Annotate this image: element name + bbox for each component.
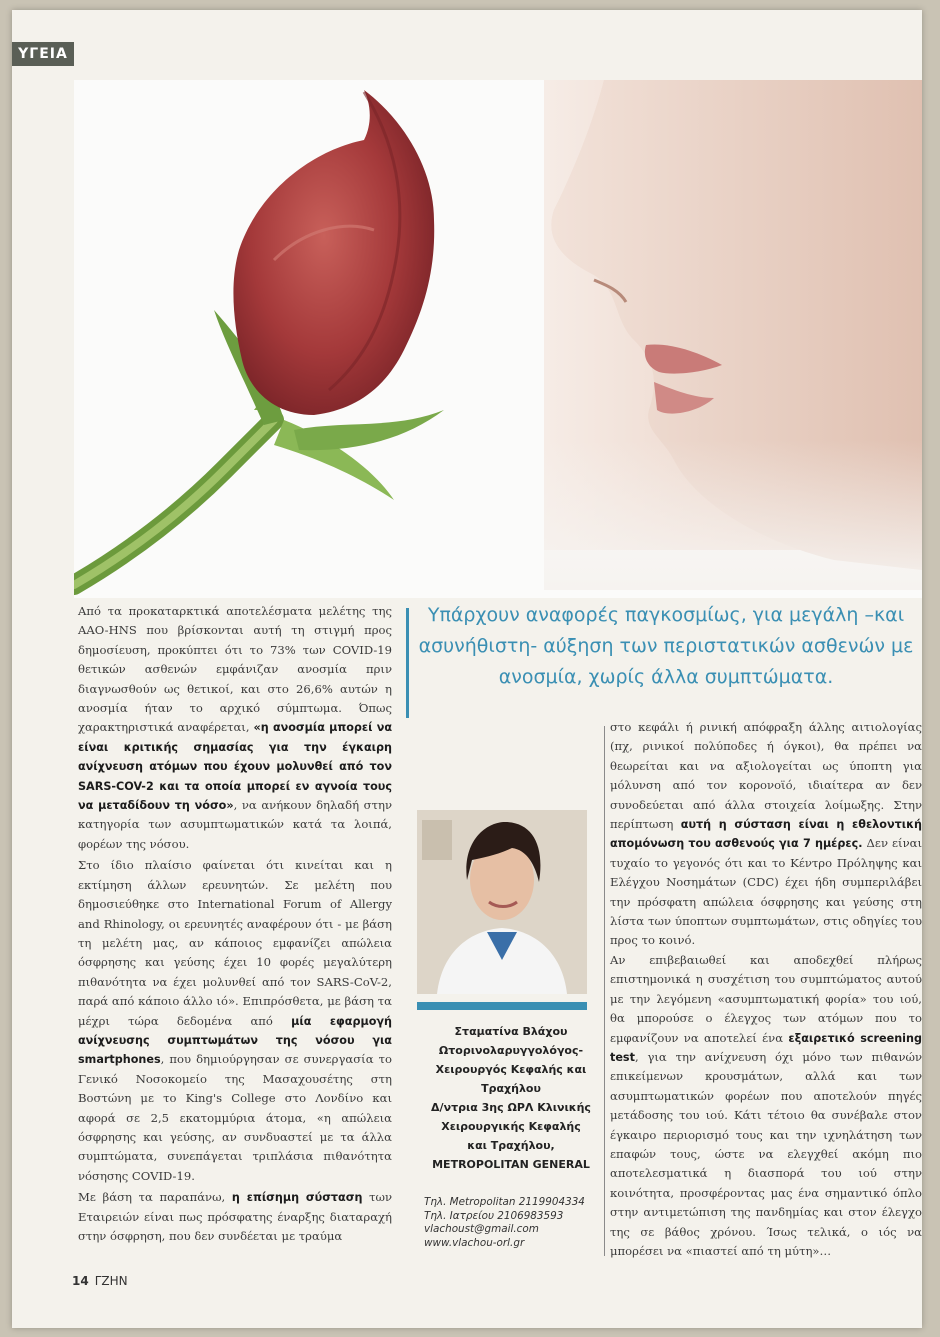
- text-span: Δεν είναι τυχαίο το γεγονός ότι και το Κέντρο Πρόληψης και Ελέγχου Νοσημάτων (CDC) έχει ήδη συμπεριλάβει την πρόσφατη απώλεια όσφρησης και γεύσης στη λίστα των ύποπτων συμπτωμάτων, στις οδηγίες του προς το κοινό.: [610, 836, 922, 948]
- portrait-accent-bar: [417, 1002, 587, 1010]
- bold-text: αυτή η σύσταση είναι η εθελοντική απομόνωση του ασθενούς για 7 ημέρες.: [610, 818, 922, 851]
- text-span: Αν επιβεβαιωθεί και αποδεχθεί πλήρως επιστημονικά η συσχέτιση του συμπτώματος αυτού με την λεγόμενη «ασυμπτωματική φορία» του ιού, θα μπορούσε ο έλεγχος των ατόμων που το εμφανίζουν να αποτελεί ένα: [610, 952, 922, 1045]
- text-span: Με βάση τα παραπάνω,: [78, 1190, 232, 1205]
- email-link[interactable]: vlachoust@gmail.com: [424, 1223, 539, 1236]
- left-paragraph-2: [78, 856, 392, 1186]
- text-span: , να ανήκουν δηλαδή στην κατηγορία των ασυμπτωματικών κατά τα λοιπά, φορέων της νόσου.: [78, 798, 392, 851]
- left-column: [78, 602, 392, 1248]
- magazine-name: ΓΖΗΝ: [94, 1274, 128, 1288]
- website-link[interactable]: www.vlachou-orl.gr: [424, 1236, 525, 1249]
- column-divider: [604, 726, 605, 1256]
- author-title-line: Ωτορινολαρυγγολόγος-: [438, 1044, 584, 1057]
- phone-office: Τηλ. Ιατρείου 2106983593: [424, 1209, 564, 1222]
- phone-metropolitan: Τηλ. Metropolitan 2119904334: [424, 1196, 585, 1208]
- right-paragraph-2: [610, 951, 922, 1262]
- author-name: Σταματίνα Βλάχου: [454, 1025, 568, 1038]
- author-portrait: [417, 810, 587, 994]
- text-span: Από τα προκαταρκτικά αποτελέσματα μελέτης της AAO-HNS που βρίσκονται αυτή τη στιγμή προς δημοσίευση, προκύπτει ότι το 73% των COVID-19 θετικών ασθενών εμφάνιζαν ανοσμία πριν διαγνωσθούν ως θετικοί, και στο 26,6% αυτών η ανοσμία ήταν το αρχικό σύμπτωμα. Όπως χαρακτηριστικά αναφέρεται,: [78, 604, 392, 735]
- author-title-line: Τραχήλου: [481, 1082, 541, 1095]
- bold-text: η επίσημη σύσταση: [231, 1191, 363, 1205]
- pull-quote: Υπάρχουν αναφορές παγκοσμίως, για μεγάλη –και ασυνήθιστη- αύξηση των περιστατικών ασθενών με ανοσμία, χωρίς άλλα συμπτώματα.: [418, 604, 914, 688]
- author-title-line: METROPOLITAN GENERAL: [432, 1158, 590, 1171]
- page-footer: [72, 1274, 128, 1288]
- author-title-line: Χειρουργός Κεφαλής και: [435, 1063, 587, 1076]
- right-paragraph-1: [610, 718, 922, 951]
- bold-text: μία εφαρμογή ανίχνευσης συμπτωμάτων της νόσου για smartphones: [78, 1014, 392, 1067]
- text-span: Στο ίδιο πλαίσιο φαίνεται ότι κινείται και η εκτίμηση άλλων ερευνητών. Σε μελέτη που δημοσιεύθηκε στο International Forum of Allergy and Rhinology, οι ερευνητές αναφέρουν ότι - με βάση τη μελέτη μας, αν κάποιος εμφανίζει απώλεια όσφρησης και γεύσης έχει 10 φορές μεγαλύτερη πιθανότητα να έχει μολυνθεί από τον SARS-CoV-2, παρά από κάποιο άλλο ιό». Επιπρόσθετα, με βάση τα μέχρι τώρα δεδομένα από: [78, 858, 392, 1028]
- author-bio: [420, 1022, 602, 1174]
- section-tag: ΥΓΕΙΑ: [12, 42, 74, 66]
- text-span: , που δημιούργησαν σε συνεργασία το Γενικό Νοσοκομείο της Μασαχουσέτης στη Βοστώνη με το King's College στο Λονδίνο και αφορά σε 2,5 εκατομμύρια άτομα, «η απώλεια όσφρησης και γεύσης, αν συνδυαστεί με τα άλλα συμπτώματα, συνεπάγεται τριπλάσια πιθανότητα νόσησης COVID-19.: [78, 1052, 392, 1183]
- left-paragraph-3: [78, 1188, 392, 1246]
- text-span: , για την ανίχνευση όχι μόνο των πιθανών επικείμενων κρουσμάτων, αλλά και των ασυμπτωματικών φορέων που αποτελούν πηγές μετάδοσης του ιού. Κάτι τέτοιο θα συνέβαλε στον έγκαιρο περιορισμό τους και την ιχνηλάτηση των επαφών τους, ώστε να ελεγχθεί ακόμη πιο αποτελεσματικά η διασπορά του ιού στην κοινότητα, προσφέροντας μας ένα σημαντικό όπλο στην αντιμετώπιση της πανδημίας και στον έλεγχο της σε βάθος χρόνου. Ίσως τελικά, ο ιός να μπορέσει να «πιαστεί από τη μύτη»…: [610, 1049, 922, 1258]
- left-paragraph-1: [78, 602, 392, 854]
- text-span: στο κεφάλι ή ρινική απόφραξη άλλης αιτιολογίας (πχ, ρινικοί πολύποδες ή όγκοι), θα πρέπει να θεωρείται και να αξιολογείται ως ύποπτη για μόλυνση από τον κορονοϊό, ιδιαίτερα αν δεν συνοδεύεται από άλλα στοιχεία λοίμωξης. Στην περίπτωση: [610, 720, 922, 832]
- pull-quote-bar: [406, 608, 409, 718]
- author-title-line: και Τραχήλου,: [467, 1139, 555, 1152]
- bold-text: εξαιρετικό screening test: [610, 1031, 922, 1064]
- portrait-illustration: [417, 810, 587, 994]
- author-title-line: Χειρουργικής Κεφαλής: [441, 1120, 581, 1133]
- text-span: των Εταιρειών είναι πως πρόσφατης έναρξης διαταραχή στην όσφρηση, που δεν συνδέεται με τραύμα: [78, 1190, 393, 1243]
- bold-text: «η ανοσμία μπορεί να είναι κριτικής σημασίας για την έγκαιρη ανίχνευση ατόμων που έχουν μολυνθεί από τον SARS-COV-2 και τα οποία μπορεί εν αγνοία τους να μεταδίδουν τη νόσο»: [78, 721, 393, 813]
- author-title-line: Δ/ντρια 3ης ΩΡΛ Κλινικής: [431, 1101, 591, 1114]
- face-shadow: [544, 440, 922, 590]
- page-number: 14: [72, 1274, 89, 1288]
- hero-image: [74, 80, 922, 598]
- author-contact: [424, 1196, 604, 1250]
- magazine-page: [12, 10, 922, 1328]
- right-column: [610, 718, 922, 1261]
